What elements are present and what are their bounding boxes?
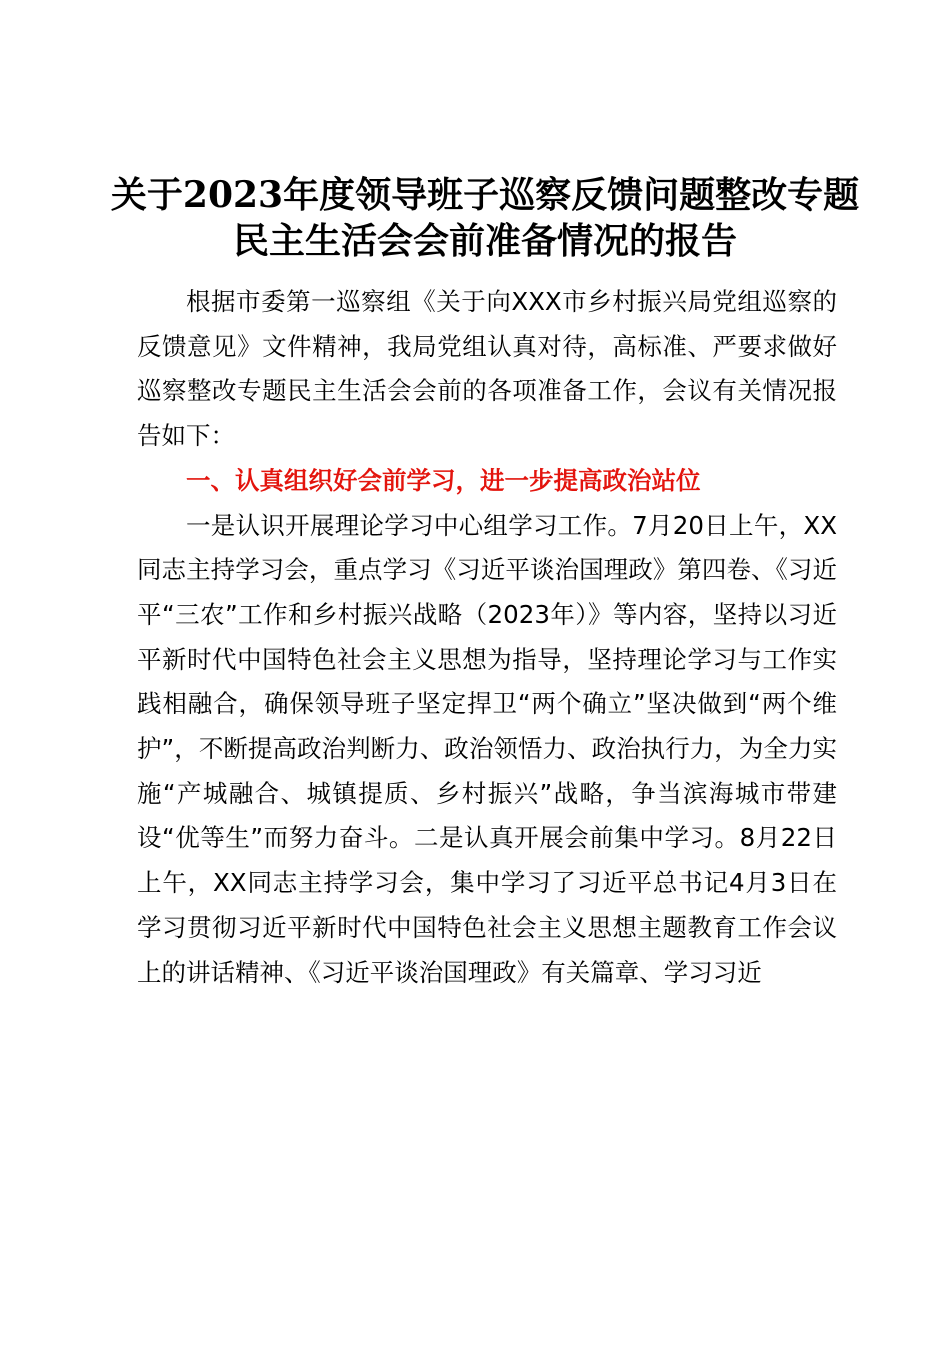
title-line-1: 关于2023年度领导班子巡察反馈问题整改专题 bbox=[110, 174, 860, 216]
title-line-2: 民主生活会会前准备情况的报告 bbox=[232, 220, 737, 262]
section-heading-1: 一、认真组织好会前学习，进一步提高政治站位 bbox=[186, 465, 701, 495]
section-1-paragraph: 一是认识开展理论学习中心组学习工作。7月20日上午，XX同志主持学习会，重点学习《习近平谈治国理政》第四卷、《习近平“三农”工作和乡村振兴战略（2023年）》等内容，坚持以习近平新时代中国特色社会主义思想为指导，坚持理论学习与工作实践相融合，确保领导班子坚定捍卫“两个确立”坚决做到“两个维护”，不断提高政治判断力、政治领悟力、政治执行力，为全力实施“产城融合、城镇提质、乡村振兴”战略，争当滨海城市带建设“优等生”而努力奋斗。二是认真开展会前集中学习。8月22日上午，XX同志主持学习会，集中学习了习近平总书记4月3日在学习贯彻习近平新时代中国特色社会主义思想主题教育工作会议上的讲话精神、《习近平谈治国理政》有关篇章、学习习近 bbox=[137, 510, 837, 987]
intro-paragraph: 根据市委第一巡察组《关于向XXX市乡村振兴局党组巡察的反馈意见》文件精神，我局党组认真对待，高标准、严要求做好巡察整改专题民主生活会会前的各项准备工作，会议有关情况报告如下： bbox=[137, 287, 837, 451]
document-title bbox=[110, 172, 860, 264]
document-body bbox=[137, 280, 837, 995]
